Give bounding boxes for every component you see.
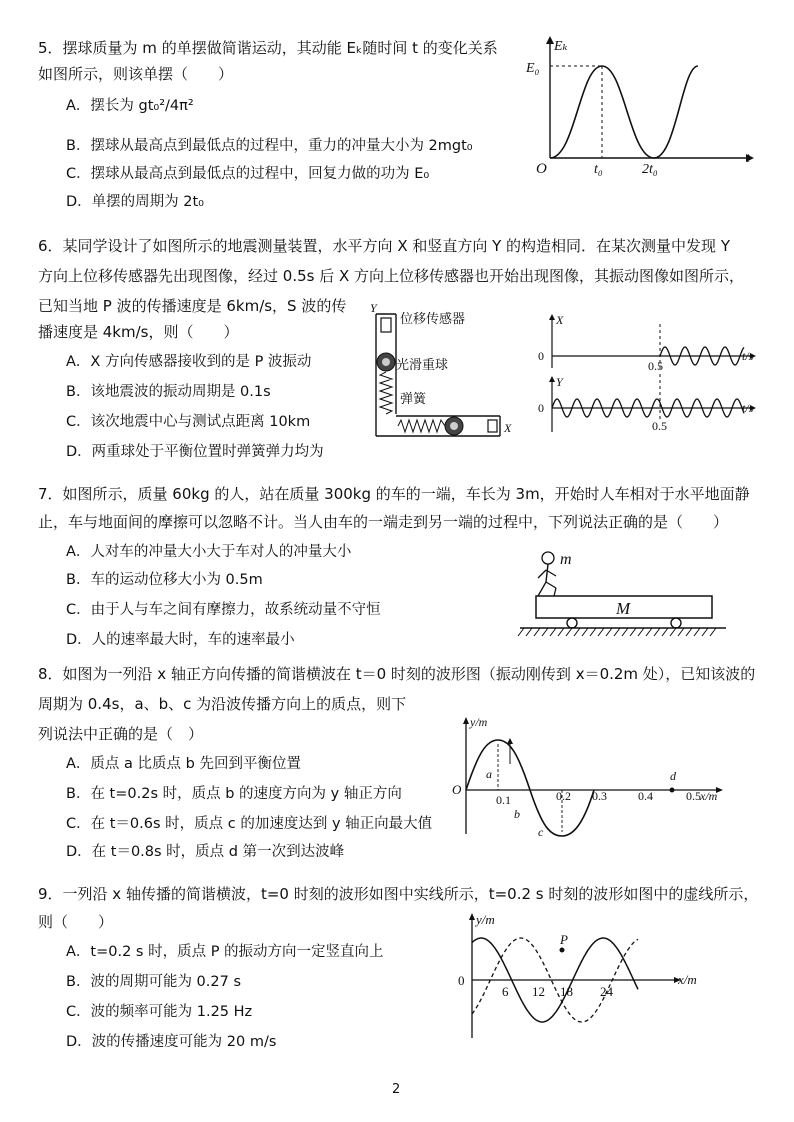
q5-option-d: D．单摆的周期为 2t₀ [66, 194, 204, 210]
q5-ek-graph [520, 30, 760, 180]
q6-device-x-label: X [504, 421, 512, 435]
q8-option-d: D．在 t＝0.8s 时，质点 d 第一次到达波峰 [66, 844, 345, 860]
q6-stem-line1: 6．某同学设计了如图所示的地震测量装置，水平方向 X 和竖直方向 Y 的构造相同．在某次测量中发现 Y [38, 237, 730, 255]
q9-option-a: A．t=0.2 s 时，质点 P 的振动方向一定竖直向上 [66, 944, 384, 960]
q8-option-a: A．质点 a 比质点 b 先回到平衡位置 [66, 756, 301, 772]
page-number: 2 [392, 1082, 401, 1097]
q5-tick-t0: t₀ [594, 162, 603, 177]
q6-stem-line2: 方向上位移传感器先出现图像，经过 0.5s 后 X 方向上位移传感器也开始出现图像，其振动图像如图所示， [38, 267, 745, 285]
q7-option-c: C．由于人与车之间有摩擦力，故系统动量不守恒 [66, 602, 381, 618]
q7-person-label: m [560, 551, 572, 568]
wheel-icon [567, 618, 577, 628]
q9-tick-24: 24 [600, 984, 613, 999]
q9-origin-label: 0 [458, 973, 465, 988]
q7-stem-line2: 止，车与地面间的摩擦可以忽略不计。当人由车的一端走到另一端的过程中，下列说法正确的是（ ） [38, 513, 729, 531]
q9-stem-line1: 9．一列沿 x 轴传播的简谐横波，t=0 时刻的波形如图中实线所示，t=0.2 s 时刻的波形如图中的虚线所示， [38, 885, 759, 903]
q6-graph-x-mark: 0.5 [648, 359, 663, 373]
q9-tick-6: 6 [502, 984, 509, 999]
q6-graph-x-origin: 0 [538, 349, 544, 363]
q6-graph-y-origin: 0 [538, 401, 544, 415]
q7-cart-label: M [616, 599, 631, 618]
q5-tick-2t0: 2t₀ [642, 162, 658, 177]
wheel-icon [671, 618, 681, 628]
q6-graph-x [532, 310, 766, 372]
q6-stem-line4: 播速度是 4km/s，则（ ） [38, 323, 239, 341]
q8-stem-line2: 周期为 0.4s，a、b、c 为沿波传播方向上的质点，则下 [38, 695, 407, 713]
q8-point-d: d [670, 769, 676, 783]
q9-tick-12: 12 [532, 984, 545, 999]
q9-y-axis-label: y/m [476, 912, 495, 927]
q6-option-a: A．X 方向传感器接收到的是 P 波振动 [66, 354, 312, 370]
q7-option-a: A．人对车的冲量大小大于车对人的冲量大小 [66, 544, 352, 560]
q5-stem-line2: 如图所示，则该单摆（ ） [38, 65, 234, 83]
q9-stem-line2: 则（ ） [38, 913, 114, 931]
q8-point-a: a [486, 767, 492, 781]
q8-option-c: C．在 t＝0.6s 时，质点 c 的加速度达到 y 轴正向最大值 [66, 816, 433, 832]
q5-y-axis-label: Eₖ [554, 39, 568, 54]
q6-option-d: D．两重球处于平衡位置时弹簧弹力均为 [66, 444, 324, 460]
q6-graph-y-axis-label: Y [556, 375, 563, 389]
q7-stem-line1: 7．如图所示，质量 60kg 的人，站在质量 300kg 的车的一端，车长为 3m，开始时人车相对于水平地面静 [38, 485, 750, 503]
q6-stem-line3: 已知当地 P 波的传播速度是 6km/s，S 波的传 [38, 297, 347, 315]
q9-wave-graph [452, 910, 742, 1040]
q8-tick-0.1: 0.1 [496, 793, 511, 807]
q5-stem-line1: 5．摆球质量为 m 的单摆做简谐运动，其动能 Eₖ随时间 t 的变化关系 [38, 39, 498, 57]
q6-graph-y-mark: 0.5 [652, 419, 667, 433]
q6-spring-label: 弹簧 [400, 392, 427, 407]
q6-graph-y-t-unit: t/s [742, 401, 754, 415]
q8-option-b: B．在 t=0.2s 时，质点 b 的速度方向为 y 轴正方向 [66, 786, 402, 802]
q8-tick-0.2: 0.2 [556, 789, 571, 803]
q7-cart-figure [516, 548, 730, 642]
q9-option-d: D．波的传播速度可能为 20 m/s [66, 1034, 277, 1050]
q6-option-c: C．该次地震中心与测试点距离 10km [66, 414, 311, 430]
q6-sensor-label: 位移传感器 [400, 312, 466, 327]
person-icon [542, 552, 554, 564]
q8-x-axis-label: x/m [700, 789, 718, 803]
q7-option-d: D．人的速率最大时，车的速率最小 [66, 632, 295, 648]
q5-x-axis-label: t [746, 151, 750, 166]
q6-graph-y [532, 372, 766, 436]
q5-peak-label: E₀ [526, 61, 540, 76]
q8-origin-label: O [452, 782, 462, 797]
q8-point-c: c [538, 825, 544, 839]
q8-tick-0.5: 0.5 [686, 789, 701, 803]
q5-option-a: A．摆长为 gt₀²/4π² [66, 98, 194, 114]
q6-device-y-label: Y [370, 301, 377, 315]
q7-option-b: B．车的运动位移大小为 0.5m [66, 572, 263, 588]
q9-option-b: B．波的周期可能为 0.27 s [66, 974, 242, 990]
q6-graph-x-axis-label: X [556, 313, 564, 327]
q5-option-b: B．摆球从最高点到最低点的过程中，重力的冲量大小为 2mgt₀ [66, 138, 473, 154]
q5-option-c: C．摆球从最高点到最低点的过程中，回复力做的功为 E₀ [66, 166, 430, 182]
q8-point-b: b [514, 807, 520, 821]
q8-y-axis-label: y/m [470, 715, 488, 729]
q9-x-axis-label: x/m [678, 972, 697, 987]
q6-ball-label: 光滑重球 [396, 358, 449, 373]
q9-point-p: P [560, 932, 568, 947]
q9-option-c: C．波的频率可能为 1.25 Hz [66, 1004, 253, 1020]
q9-tick-18: 18 [560, 984, 573, 999]
q8-tick-0.3: 0.3 [592, 789, 607, 803]
q8-stem-line3: 列说法中正确的是（ ） [38, 725, 204, 743]
q6-graph-x-t-unit: t/s [742, 349, 754, 363]
q8-stem-line1: 8．如图为一列沿 x 轴正方向传播的简谐横波在 t＝0 时刻的波形图（振动刚传到 x＝0.2m 处），已知该波的 [38, 665, 756, 683]
q5-origin-label: O [536, 161, 547, 177]
q8-wave-graph [446, 714, 746, 838]
q6-option-b: B．该地震波的振动周期是 0.1s [66, 384, 271, 400]
q8-tick-0.4: 0.4 [638, 789, 653, 803]
